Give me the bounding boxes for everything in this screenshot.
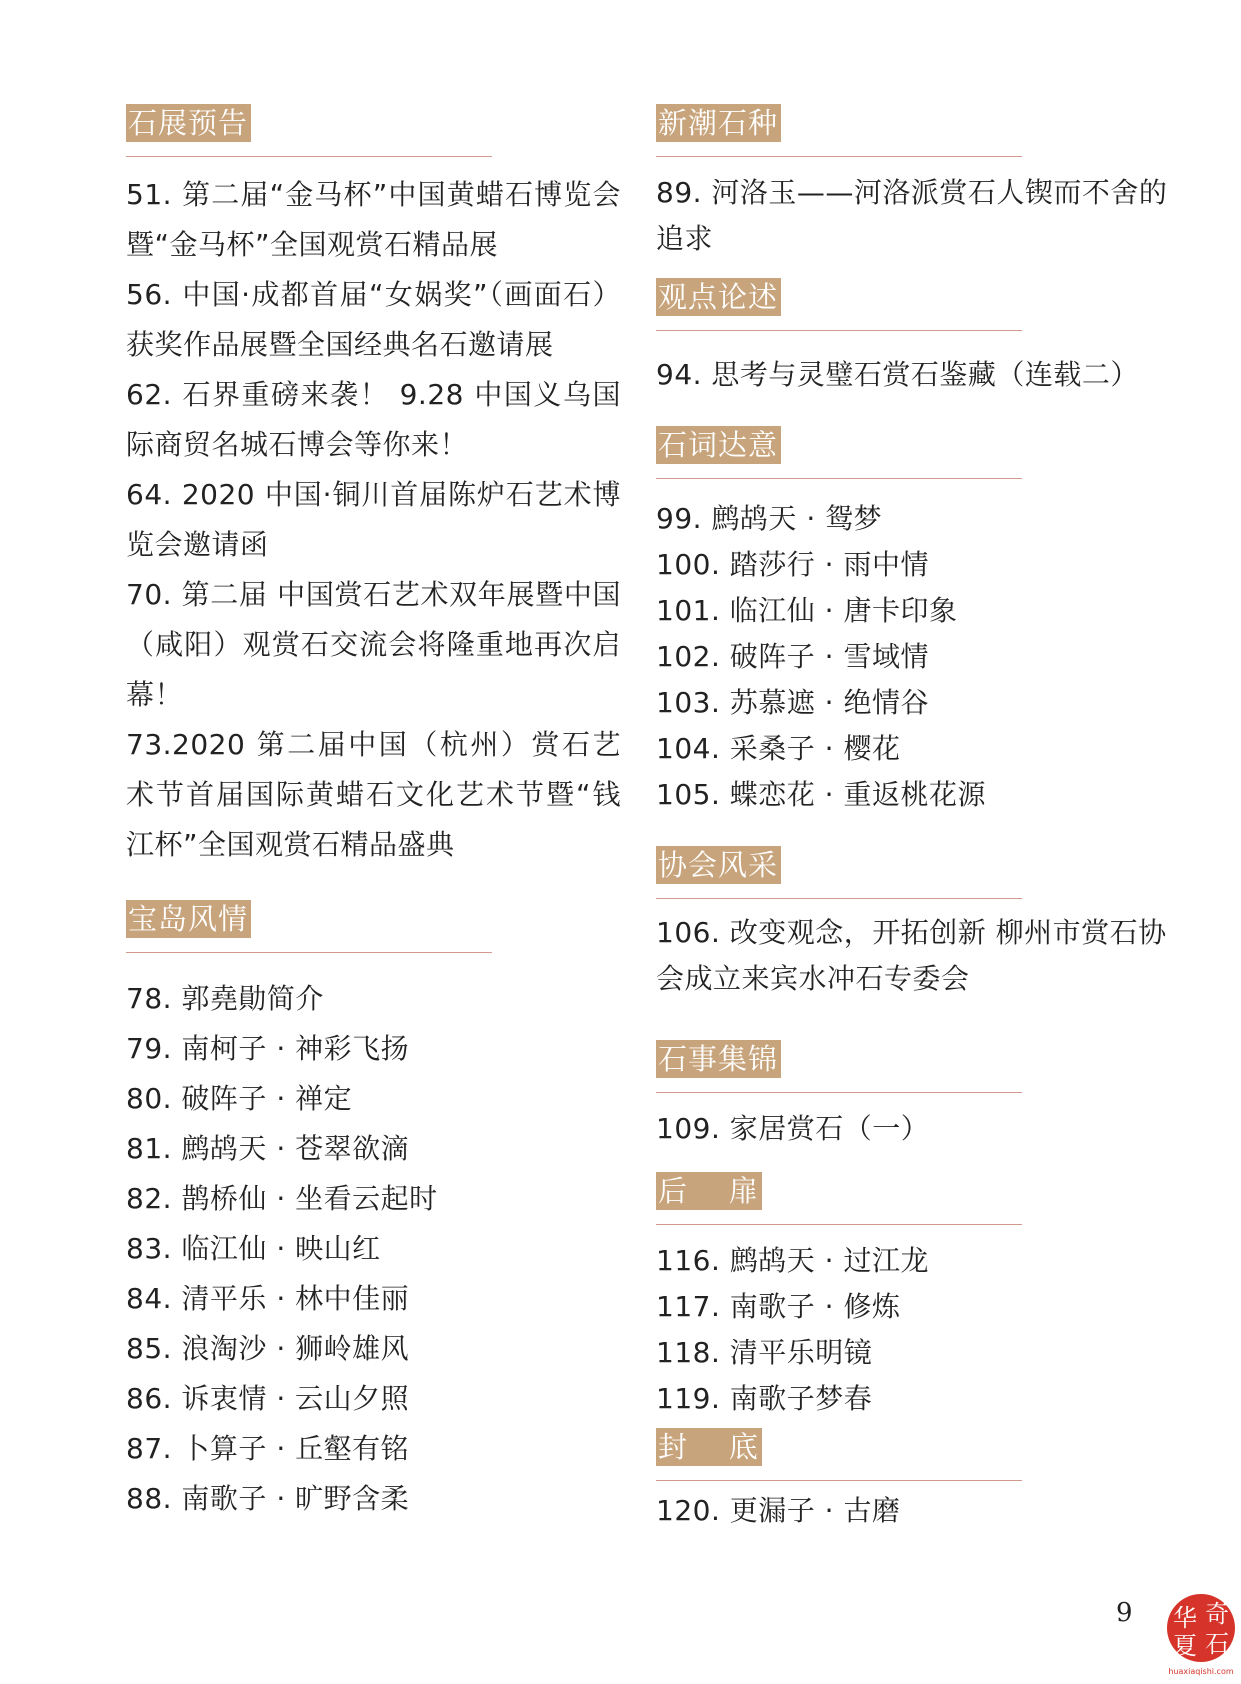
toc-entry-80[interactable]: 80. 破阵子 · 禅定 [126, 1082, 353, 1115]
section-divider [656, 898, 1022, 899]
toc-entry-70[interactable]: 70. 第二届 中国赏石艺术双年展暨中国（咸阳）观赏石交流会将隆重地再次启幕！ [126, 578, 621, 711]
toc-entry-86[interactable]: 86. 诉衷情 · 云山夕照 [126, 1382, 410, 1415]
toc-entry-87[interactable]: 87. 卜算子 · 丘壑有铭 [126, 1432, 410, 1465]
section-title: 后 扉 [656, 1172, 762, 1210]
site-logo [1165, 1592, 1237, 1678]
toc-entry-99[interactable]: 99. 鹧鸪天 · 鸳梦 [656, 502, 883, 535]
section-divider [656, 1224, 1022, 1225]
section-title: 宝岛风情 [126, 900, 251, 938]
section-list [656, 496, 1176, 818]
section-title: 石事集锦 [656, 1040, 781, 1078]
toc-entry-117[interactable]: 117. 南歌子 · 修炼 [656, 1290, 901, 1323]
section-divider [656, 330, 1022, 331]
logo-char-1: 华 [1173, 1604, 1197, 1632]
section-header [656, 1428, 1176, 1472]
section-title: 新潮石种 [656, 104, 781, 142]
section-list [126, 974, 621, 1524]
section-list [656, 1106, 1176, 1152]
section-title: 石展预告 [126, 104, 251, 142]
section-viewpoints [656, 278, 1176, 398]
toc-entry-56[interactable]: 56. 中国·成都首届“女娲奖”（画面石）获奖作品展暨全国经典名石邀请展 [126, 278, 621, 361]
toc-entry-79[interactable]: 79. 南柯子 · 神彩飞扬 [126, 1032, 410, 1065]
section-stone-exhibition-preview [126, 104, 621, 870]
page-number: 9 [1116, 1598, 1133, 1628]
section-association [656, 846, 1176, 1002]
toc-entry-106[interactable]: 106. 改变观念，开拓创新 柳州市赏石协会成立来宾水冲石专委会 [656, 916, 1167, 995]
toc-entry-64[interactable]: 64. 2020 中国·铜川首届陈炉石艺术博览会邀请函 [126, 478, 621, 561]
logo-url-text: huaxiaqishi.com [1168, 1667, 1234, 1676]
section-divider [656, 1092, 1022, 1093]
section-divider [126, 952, 492, 953]
toc-entry-116[interactable]: 116. 鹧鸪天 · 过江龙 [656, 1244, 929, 1277]
toc-entry-82[interactable]: 82. 鹊桥仙 · 坐看云起时 [126, 1182, 438, 1215]
section-list [656, 910, 1176, 1002]
section-header [126, 104, 621, 148]
section-header [656, 104, 1176, 148]
toc-left-column [126, 104, 621, 1524]
section-divider [656, 1480, 1022, 1481]
section-header [126, 900, 621, 944]
section-header [656, 846, 1176, 890]
section-stone-poems [656, 426, 1176, 818]
toc-entry-104[interactable]: 104. 采桑子 · 樱花 [656, 732, 901, 765]
section-back-cover [656, 1428, 1176, 1534]
section-list [656, 1488, 1176, 1534]
section-header [656, 1040, 1176, 1084]
toc-entry-81[interactable]: 81. 鹧鸪天 · 苍翠欲滴 [126, 1132, 410, 1165]
toc-entry-89[interactable]: 89. 河洛玉——河洛派赏石人锲而不舍的追求 [656, 176, 1168, 255]
toc-entry-94[interactable]: 94. 思考与灵璧石赏石鉴藏（连载二） [656, 358, 1139, 391]
toc-entry-78[interactable]: 78. 郭堯勛简介 [126, 982, 324, 1015]
section-divider [656, 478, 1022, 479]
toc-entry-119[interactable]: 119. 南歌子梦春 [656, 1382, 873, 1415]
section-divider [126, 156, 492, 157]
section-list [656, 352, 1176, 398]
section-back-flyleaf [656, 1172, 1176, 1422]
section-title: 协会风采 [656, 846, 781, 884]
section-title: 封 底 [656, 1428, 762, 1466]
toc-entry-73[interactable]: 73.2020 第二届中国（杭州）赏石艺术节首届国际黄蜡石文化艺术节暨“钱江杯”全国观赏石精品盛典 [126, 728, 621, 861]
toc-entry-102[interactable]: 102. 破阵子 · 雪域情 [656, 640, 929, 673]
toc-entry-51[interactable]: 51. 第二届“金马杯”中国黄蜡石博览会暨“金马杯”全国观赏石精品展 [126, 178, 621, 261]
section-title: 石词达意 [656, 426, 781, 464]
section-header [656, 1172, 1176, 1216]
toc-entry-85[interactable]: 85. 浪淘沙 · 狮岭雄风 [126, 1332, 410, 1365]
toc-entry-109[interactable]: 109. 家居赏石（一） [656, 1112, 930, 1145]
section-header [656, 278, 1176, 322]
section-divider [656, 156, 1022, 157]
toc-entry-118[interactable]: 118. 清平乐明镜 [656, 1336, 873, 1369]
toc-right-column [656, 104, 1176, 1534]
section-list [656, 1238, 1176, 1422]
section-stone-events [656, 1040, 1176, 1152]
logo-char-2: 奇 [1205, 1600, 1229, 1628]
section-title: 观点论述 [656, 278, 781, 316]
toc-entry-83[interactable]: 83. 临江仙 · 映山红 [126, 1232, 381, 1265]
toc-entry-103[interactable]: 103. 苏慕遮 · 绝情谷 [656, 686, 929, 719]
toc-entry-101[interactable]: 101. 临江仙 · 唐卡印象 [656, 594, 958, 627]
toc-entry-105[interactable]: 105. 蝶恋花 · 重返桃花源 [656, 778, 986, 811]
toc-entry-84[interactable]: 84. 清平乐 · 林中佳丽 [126, 1282, 410, 1315]
logo-char-4: 石 [1205, 1630, 1229, 1658]
toc-entry-88[interactable]: 88. 南歌子 · 旷野含柔 [126, 1482, 410, 1515]
section-treasure-island [126, 900, 621, 1524]
section-new-stone-types [656, 104, 1176, 262]
section-list [656, 170, 1176, 262]
toc-entry-100[interactable]: 100. 踏莎行 · 雨中情 [656, 548, 929, 581]
logo-char-3: 夏 [1173, 1632, 1197, 1660]
toc-entry-120[interactable]: 120. 更漏子 · 古磨 [656, 1494, 901, 1527]
section-header [656, 426, 1176, 470]
toc-entry-62[interactable]: 62. 石界重磅来袭！ 9.28 中国义乌国际商贸名城石博会等你来！ [126, 378, 621, 461]
section-list [126, 170, 621, 870]
